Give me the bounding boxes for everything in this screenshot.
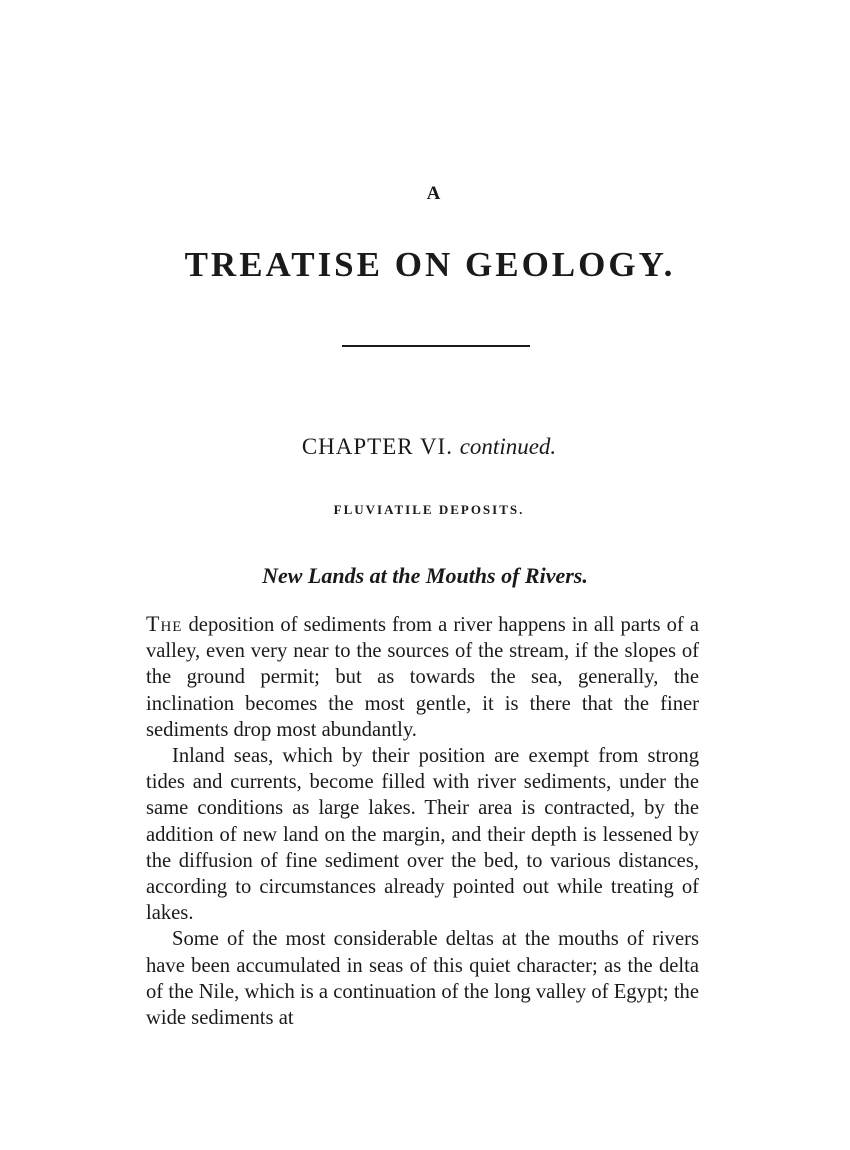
paragraph-2: Inland seas, which by their position are exempt from strong tides and currents, become filled with river sediments, under the same conditions as large lakes. Their area is contracted, by the addition of new land on the margin, and their depth is lessened by the diffusion of fine sediment over the bed, to various distances, according to circumstances already pointed out while treating of lakes.: [146, 745, 699, 925]
paragraph-1-text: deposition of sediments from a river happens in all parts of a valley, even very near to the sources of the stream, if the slopes of the ground permit; but as towards the sea, generally, the inclination becomes the most gentle, it is there that the finer sediments drop most abundantly.: [146, 614, 699, 741]
body-text: [146, 611, 699, 1031]
chapter-label: CHAPTER VI.: [301, 434, 453, 459]
section-title: FLUVIATILE DEPOSITS.: [333, 502, 525, 517]
title-rule: [342, 345, 530, 347]
paragraph-3: Some of the most considerable deltas at the mouths of rivers have been accumulated in seas of this quiet character; as the delta of the Nile, which is a continuation of the long valley of Egypt; the wide sediments at: [146, 928, 699, 1030]
chapter-continued: continued.: [459, 434, 557, 459]
book-title: TREATISE ON GEOLOGY.: [184, 245, 676, 284]
paragraph-1: [146, 611, 699, 743]
paragraph-lead-word: The: [146, 611, 183, 636]
title-article: A: [426, 183, 442, 204]
chapter-heading: [0, 434, 850, 460]
subsection-title: New Lands at the Mouths of Rivers.: [262, 563, 588, 588]
